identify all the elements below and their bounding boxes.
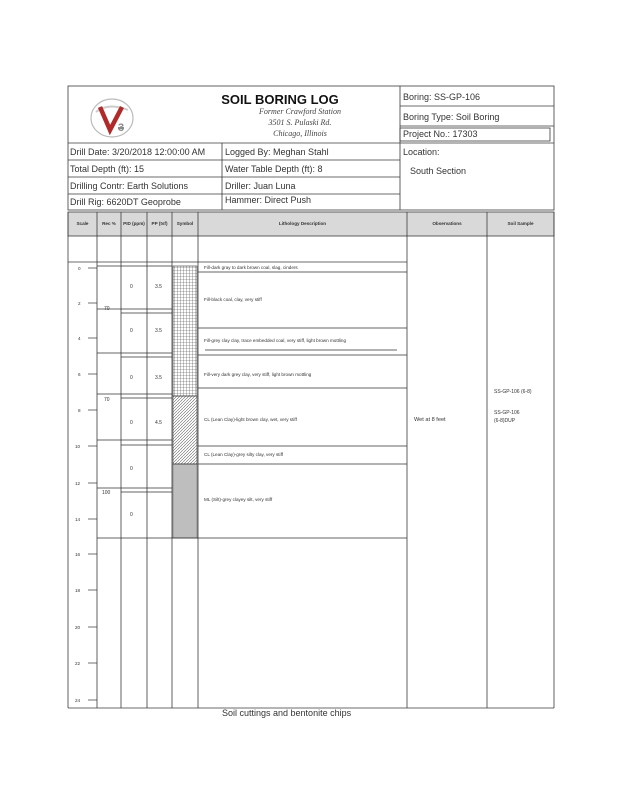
drilling-contractor: Drilling Contr: Earth Solutions bbox=[70, 181, 189, 191]
col-header-lithology: Lithology Description bbox=[278, 221, 327, 226]
pid-value: 0 bbox=[130, 328, 133, 334]
location-value: South Section bbox=[410, 166, 467, 176]
soil-sample-id: SS-GP-106 (6-8) bbox=[494, 389, 532, 395]
water-table-depth: Water Table Depth (ft): 8 bbox=[225, 164, 323, 174]
boring-id: Boring: SS-GP-106 bbox=[403, 92, 481, 102]
scale-tick-label: 6 bbox=[78, 372, 81, 377]
rec-value: 100 bbox=[102, 490, 111, 496]
col-header-soil-sample: Soil Sample bbox=[507, 221, 534, 226]
pid-value: 0 bbox=[130, 466, 133, 472]
lithology-description: ML (Silt)-grey clayey silt, very stiff bbox=[204, 497, 273, 502]
col-header-pp: PP (tsf) bbox=[151, 221, 168, 226]
pid-value: 0 bbox=[130, 420, 133, 426]
pp-value: 4.5 bbox=[155, 420, 162, 426]
pid-value: 0 bbox=[130, 284, 133, 290]
col-header-scale: Scale bbox=[76, 221, 89, 226]
lithology-description: CL (Lean Clay)-grey silty clay, very stiff bbox=[204, 452, 284, 457]
rec-value: 70 bbox=[104, 306, 110, 312]
location-label: Location: bbox=[403, 147, 440, 157]
col-header-symbol: Symbol bbox=[176, 221, 194, 226]
pid-value: 0 bbox=[130, 375, 133, 381]
project-no: Project No.: 17303 bbox=[403, 129, 478, 139]
pp-value: 3.5 bbox=[155, 375, 162, 381]
site-address: 3501 S. Pulaski Rd. bbox=[268, 118, 332, 127]
driller: Driller: Juan Luna bbox=[225, 181, 296, 191]
soil-sample-id: (6-8)DUP bbox=[494, 418, 516, 424]
site-name: Former Crawford Station bbox=[259, 107, 341, 116]
col-header-rec: Rec % bbox=[102, 221, 116, 226]
lithology-description: CL (Lean Clay)-light brown clay, wet, very stiff bbox=[204, 417, 297, 422]
lithology-description: Fill-very dark grey clay, very stiff, light brown mottling bbox=[204, 372, 312, 377]
lithology-description: Fill-grey clay clay, trace embedded coal, very stiff, light brown mottling bbox=[204, 338, 347, 343]
scale-tick-label: 12 bbox=[75, 481, 81, 486]
scale-tick-label: 8 bbox=[78, 408, 81, 413]
boring-type: Boring Type: Soil Boring bbox=[403, 112, 500, 122]
page-title: SOIL BORING LOG bbox=[221, 92, 339, 107]
pid-value: 0 bbox=[130, 512, 133, 518]
hammer: Hammer: Direct Push bbox=[225, 195, 312, 205]
lithology-description: Fill-dark gray to dark brown coal, slag, cinders bbox=[204, 265, 298, 270]
drill-date: Drill Date: 3/20/2018 12:00:00 AM bbox=[70, 147, 206, 157]
drill-rig: Drill Rig: 6620DT Geoprobe bbox=[70, 197, 181, 207]
rec-value: 70 bbox=[104, 397, 110, 403]
logo-subscript: 3 bbox=[118, 122, 125, 134]
col-header-observations: Observations bbox=[432, 221, 462, 226]
scale-tick-label: 16 bbox=[75, 552, 81, 557]
lithology-description: Fill-black coal, clay, very stiff bbox=[204, 297, 262, 302]
scale-tick-label: 14 bbox=[75, 517, 81, 522]
col-header-pid: PID (ppm) bbox=[123, 221, 145, 226]
pp-value: 3.5 bbox=[155, 284, 162, 290]
scale-tick-label: 18 bbox=[75, 588, 81, 593]
scale-tick-label: 2 bbox=[78, 301, 81, 306]
scale-tick-label: 10 bbox=[75, 444, 81, 449]
scale-tick-label: 0 bbox=[78, 266, 81, 271]
total-depth: Total Depth (ft): 15 bbox=[70, 164, 145, 174]
observation-text: Wet at 8 feet bbox=[414, 417, 446, 423]
pp-value: 3.5 bbox=[155, 328, 162, 334]
scale-tick-label: 4 bbox=[78, 336, 81, 341]
site-city: Chicago, Illinois bbox=[273, 129, 327, 138]
footer-note: Soil cuttings and bentonite chips bbox=[222, 708, 352, 718]
scale-tick-label: 20 bbox=[75, 625, 81, 630]
scale-tick-label: 22 bbox=[75, 661, 81, 666]
scale-tick-label: 24 bbox=[75, 698, 81, 703]
logged-by: Logged By: Meghan Stahl bbox=[225, 147, 329, 157]
soil-sample-id: SS-GP-106 bbox=[494, 410, 520, 416]
